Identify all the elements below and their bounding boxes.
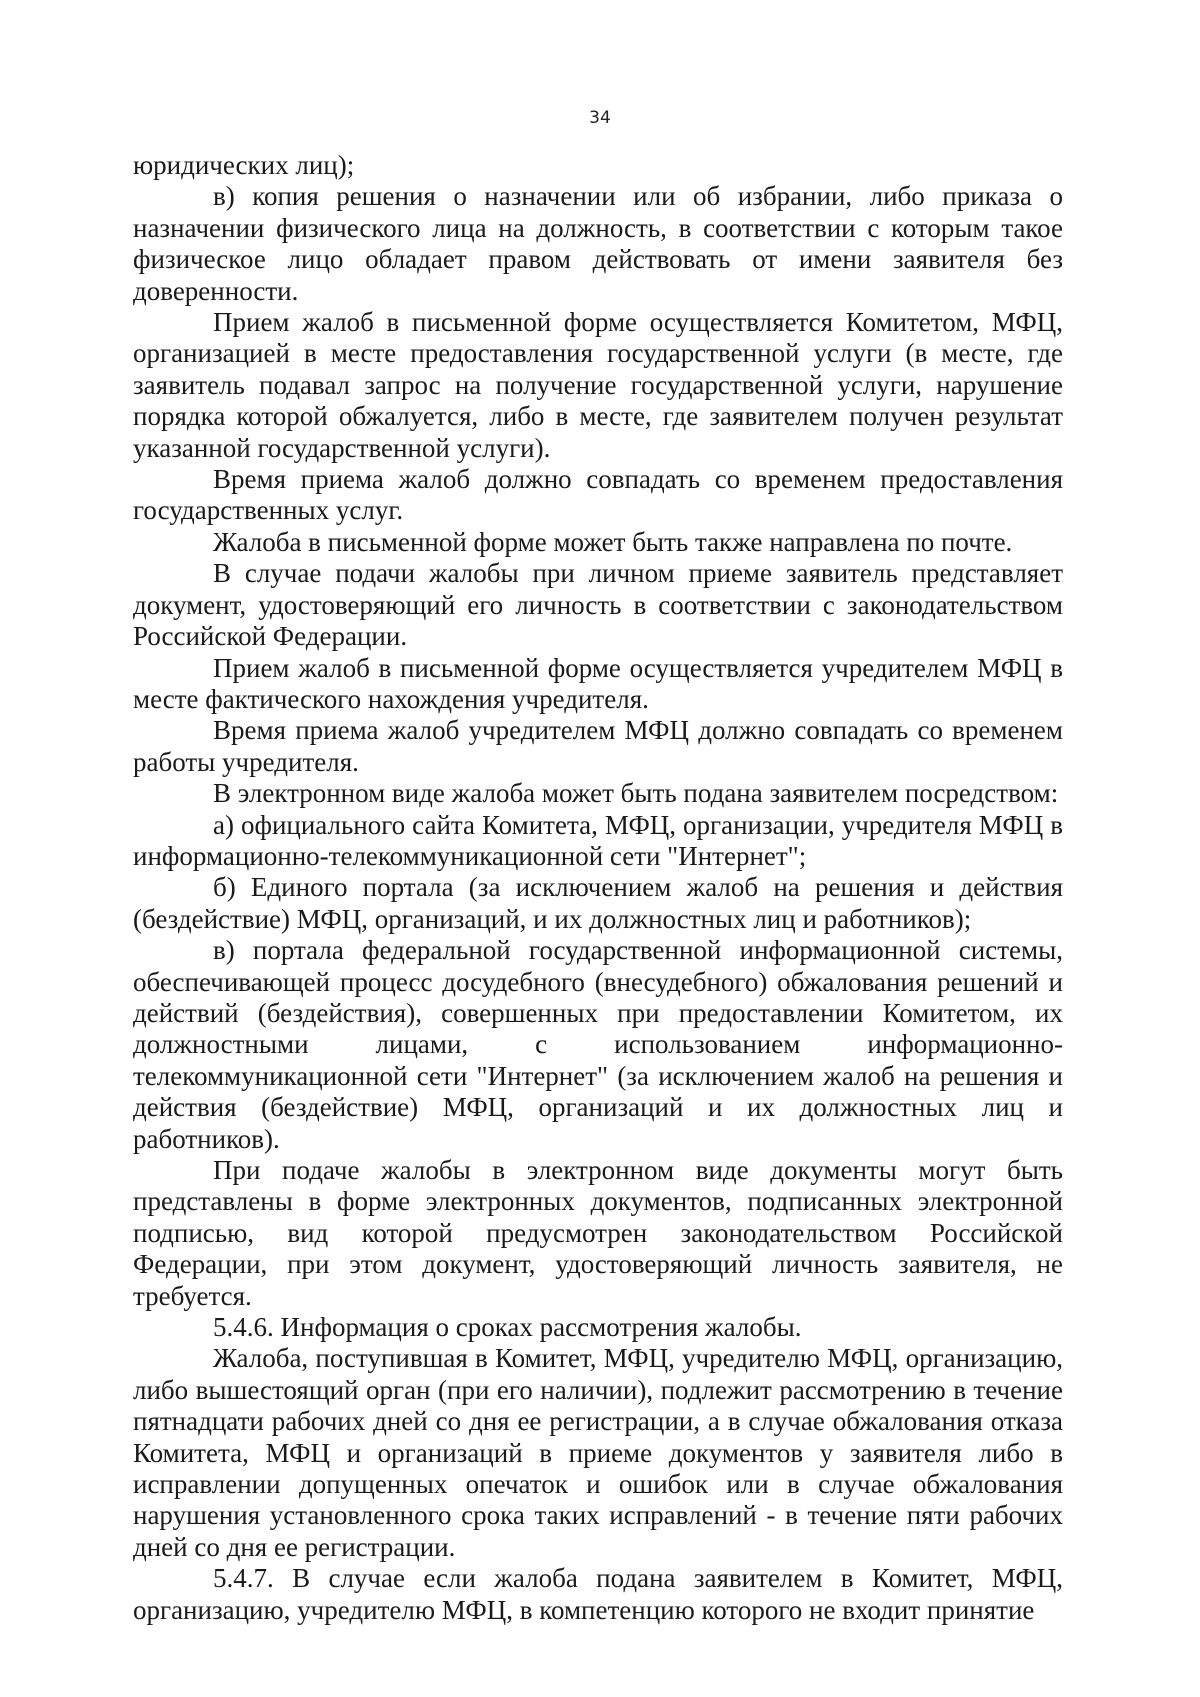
paragraph-item-b-unified-portal: б) Единого портала (за исключением жалоб на решения и действия (бездействие) МФЦ, организаций, и их должностных лиц и работников);: [133, 872, 1063, 934]
paragraph-electronic-documents: При подаче жалобы в электронном виде документы могут быть представлены в форме электронных документов, подписанных электронной подписью, вид которой предусмотрен законодательством Российской Федерации, при этом документ, удостоверяющий личность заявителя, не требуется.: [133, 1155, 1063, 1311]
paragraph-review-terms: Жалоба, поступившая в Комитет, МФЦ, учредителю МФЦ, организацию, либо вышестоящий орган (при его наличии), подлежит рассмотрению в течение пятнадцати рабочих дней со дня ее регистрации, а в случае обжалования отказа Комитета, МФЦ и организаций в приеме документов у заявителя либо в исправлении допущенных опечаток и ошибок или в случае обжалования нарушения установленного срока таких исправлений - в течение пяти рабочих дней со дня ее регистрации.: [133, 1343, 1063, 1562]
document-body: [133, 150, 1063, 1626]
section-paragraph-5-4-7: 5.4.7. В случае если жалоба подана заявителем в Комитет, МФЦ, организацию, учредителю МФЦ, в компетенцию которого не входит принятие: [133, 1563, 1063, 1625]
paragraph-personal-reception: В случае подачи жалобы при личном приеме заявитель представляет документ, удостоверяющий его личность в соответствии с законодательством Российской Федерации.: [133, 558, 1063, 652]
page-number: 34: [589, 108, 611, 128]
paragraph-written-complaints: Прием жалоб в письменной форме осуществляется Комитетом, МФЦ, организацией в месте предоставления государственной услуги (в месте, где заявитель подавал запрос на получение государственной услуги, нарушение порядка которой обжалуется, либо в месте, где заявителем получен результат указанной государственной услуги).: [133, 307, 1063, 463]
paragraph-founder-time: Время приема жалоб учредителем МФЦ должно совпадать со временем работы учредителя.: [133, 715, 1063, 777]
section-heading-5-4-6: 5.4.6. Информация о сроках рассмотрения жалобы.: [213, 1312, 802, 1343]
paragraph-by-mail: Жалоба в письменной форме может быть также направлена по почте.: [213, 526, 1013, 557]
paragraph-item-v-federal-portal: в) портала федеральной государственной информационной системы, обеспечивающей процесс досудебного (внесудебного) обжалования решений и действий (бездействия), совершенных при предоставлении Комитетом, их должностными лицами, с использованием информационно-телекоммуникационной сети "Интернет" (за исключением жалоб на решения и действия (бездействие) МФЦ, организаций и их должностных лиц и работников).: [133, 935, 1063, 1154]
paragraph-electronic-intro: В электронном виде жалоба может быть подана заявителем посредством:: [213, 778, 1059, 809]
paragraph-reception-time: Время приема жалоб должно совпадать со временем предоставления государственных услуг.: [133, 464, 1063, 526]
paragraph-founder-reception: Прием жалоб в письменной форме осуществляется учредителем МФЦ в месте фактического нахождения учредителя.: [133, 652, 1063, 714]
paragraph-item-v-decision-copy: в) копия решения о назначении или об избрании, либо приказа о назначении физического лица на должность, в соответствии с которым такое физическое лицо обладает правом действовать от имени заявителя без доверенности.: [133, 181, 1063, 306]
paragraph-continuation: юридических лиц);: [133, 150, 355, 180]
paragraph-item-a-website: а) официального сайта Комитета, МФЦ, организации, учредителя МФЦ в информационно-телекоммуникационной сети "Интернет";: [133, 809, 1063, 871]
